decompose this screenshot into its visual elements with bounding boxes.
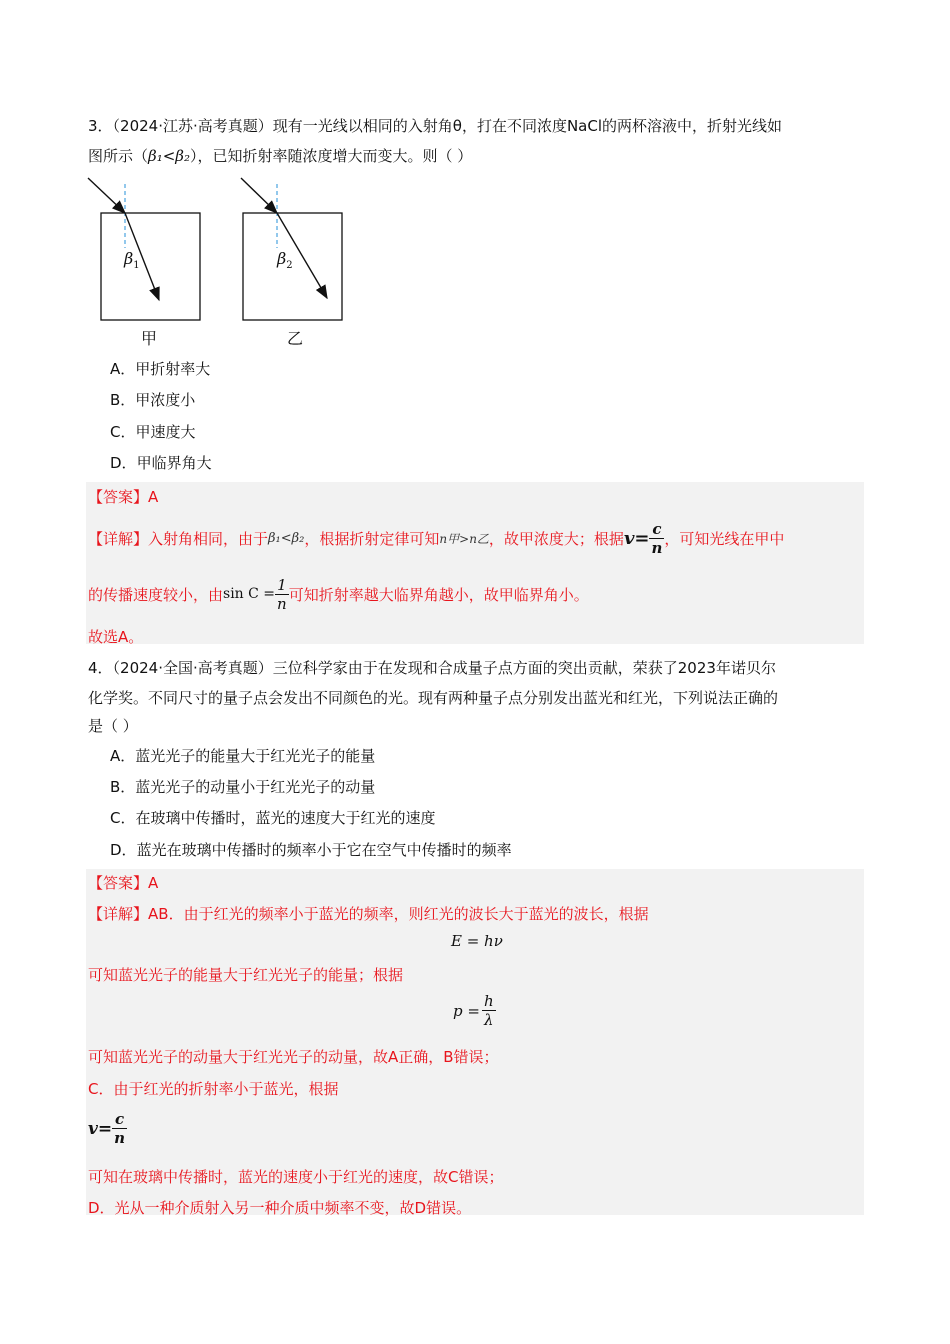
v-equals: v= (623, 527, 650, 549)
q3-source: （2024·江苏·高考真题） (112, 117, 273, 135)
q4-option-a: A．蓝光光子的能量大于红光光子的能量 (110, 747, 376, 765)
one-over-n-fraction: $\frac{1}{n}$ (277, 575, 287, 613)
q3-option-c: C．甲速度大 (110, 423, 196, 441)
q3-answer: 【答案】A (88, 488, 159, 506)
incident-ray-right (241, 178, 277, 213)
q3-option-b: B．甲浓度小 (110, 391, 196, 409)
q3-detail-line3: 故选A。 (88, 628, 144, 646)
sin-c-equals: sin C = (223, 586, 276, 602)
q4-option-b: B．蓝光光子的动量小于红光光子的动量 (110, 778, 376, 796)
q3-number: 3． (88, 117, 113, 135)
q4-answer: 【答案】A (88, 874, 159, 892)
c-over-n-fraction: $\frac{c}{n}$ (651, 519, 663, 557)
q4-detail-line1: 【详解】AB．由于红光的频率小于蓝光的频率，则红光的波长大于蓝光的波长，根据 (88, 905, 649, 923)
q4-option-d: D．蓝光在玻璃中传播时的频率小于它在空气中传播时的频率 (110, 841, 512, 859)
q3-stem-line1 (88, 116, 782, 136)
q3-cond-beta1: β₁ (148, 147, 163, 165)
beta-relation: β₁<β₂ (268, 530, 305, 546)
q3-cond-beta2: β₂ (175, 147, 190, 165)
q4-option-c: C．在玻璃中传播时，蓝光的速度大于红光的速度 (110, 809, 436, 827)
q4-detail-line5: 可知在玻璃中传播时，蓝光的速度小于红光的速度，故C错误； (88, 1168, 504, 1186)
figure-label-left: 甲 (141, 329, 158, 348)
q4-detail-line6: D．光从一种介质射入另一种介质中频率不变，故D错误。 (88, 1199, 472, 1217)
q3-detail-line2: 的传播速度较小，由 sin C = $\frac{1}{n}$ 可知折射率越大临界角越小，故甲临界角小。 (88, 575, 589, 613)
beaker-left (101, 213, 200, 320)
figure-label-right: 乙 (287, 329, 304, 348)
q4-stem-line3: 是（ ） (88, 717, 138, 735)
q3-option-d: D．甲临界角大 (110, 454, 212, 472)
q3-stem-text2-post: ），已知折射率随浓度增大而变大。则（ ） (189, 147, 473, 165)
incident-ray-left (88, 178, 125, 213)
q3-option-a: A．甲折射率大 (110, 360, 211, 378)
q3-answer-box (86, 482, 864, 644)
q4-eq-v-c-n: v= $\frac{c}{n}$ (88, 1110, 126, 1147)
n-relation: n甲>n乙 (439, 531, 489, 546)
beta1-label: $\beta_1$ (124, 249, 140, 271)
q3-stem-line2 (88, 146, 472, 166)
q3-stem-text2-pre: 图所示（ (88, 147, 149, 165)
beta2-label: $\beta_2$ (277, 249, 293, 271)
q3-detail-line1: 【详解】 入射角相同，由于 β₁<β₂ ，根据折射定律可知 n甲>n乙 ，故甲浓度大；根据 v= $\frac{c}{n}$ ，可知光线在甲中 (88, 519, 785, 557)
q4-detail-line3: 可知蓝光光子的动量大于红光光子的动量，故A正确，B错误； (88, 1048, 499, 1066)
q4-stem-line1: 4．（2024·全国·高考真题）三位科学家由于在发现和合成量子点方面的突出贡献，荣获了2023年诺贝尔 (88, 659, 776, 677)
q4-eq-p-h-lambda: p = $\frac{h}{\lambda}$ (453, 992, 494, 1029)
q4-stem-line2: 化学奖。不同尺寸的量子点会发出不同颜色的光。现有两种量子点分别发出蓝光和红光，下列说法正确的 (88, 689, 779, 707)
q3-stem-text1: 现有一光线以相同的入射角θ，打在不同浓度NaCl的两杯溶液中，折射光线如 (272, 117, 782, 135)
q4-eq-e-hv: E = hν (451, 932, 503, 950)
q3-cond-lt: < (162, 147, 176, 165)
q4-detail-line4: C．由于红光的折射率小于蓝光，根据 (88, 1080, 339, 1098)
q3-figure (80, 172, 360, 352)
q4-detail-line2: 可知蓝光光子的能量大于红光光子的能量；根据 (88, 966, 404, 984)
